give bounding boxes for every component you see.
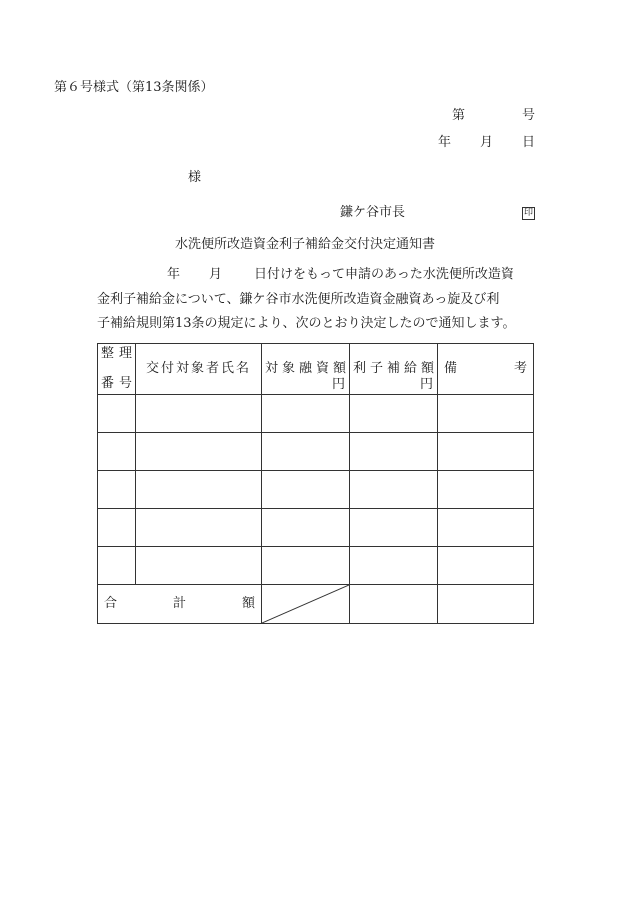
cell-recipient-name[interactable] <box>136 471 262 509</box>
cell-remarks[interactable] <box>438 395 534 433</box>
body-month-label: 月 <box>209 267 223 282</box>
table-row <box>98 547 534 585</box>
header-loan-char: 対 <box>265 361 279 376</box>
header-loan-char: 額 <box>332 361 346 376</box>
cell-subsidy-amount[interactable] <box>350 471 438 509</box>
seal-mark: 印 <box>523 208 533 218</box>
table-row <box>98 433 534 471</box>
total-label-cell <box>98 585 262 624</box>
header-loan-char: 象 <box>281 361 295 376</box>
cell-subsidy-amount[interactable] <box>350 433 438 471</box>
date-month-label: 月 <box>479 135 493 150</box>
cell-loan-amount[interactable] <box>262 395 350 433</box>
header-loan-char: 資 <box>315 361 329 376</box>
header-number-char: 号 <box>118 376 132 391</box>
cell-remarks[interactable] <box>438 547 534 585</box>
total-label-char: 額 <box>241 596 255 611</box>
cell-loan-amount[interactable] <box>262 433 350 471</box>
body-line-3: 子補給規則第13条の規定により、次のとおり決定したので通知します。 <box>97 316 516 331</box>
cell-number[interactable] <box>98 509 136 547</box>
date-day-label: 日 <box>521 135 535 150</box>
cell-loan-amount[interactable] <box>262 509 350 547</box>
cell-loan-amount[interactable] <box>262 471 350 509</box>
total-row <box>98 585 534 624</box>
table-header-row <box>98 344 534 395</box>
total-subsidy-cell[interactable] <box>350 585 438 624</box>
cell-loan-amount[interactable] <box>262 547 350 585</box>
cell-remarks[interactable] <box>438 433 534 471</box>
header-subsidy-char: 補 <box>386 361 400 376</box>
cell-remarks[interactable] <box>438 471 534 509</box>
cell-recipient-name[interactable] <box>136 395 262 433</box>
sender-block <box>340 205 535 221</box>
header-remarks <box>438 344 534 395</box>
document-number-suffix: 号 <box>521 108 535 123</box>
table-row <box>98 395 534 433</box>
header-subsidy-char: 額 <box>420 361 434 376</box>
table-row <box>98 471 534 509</box>
header-subsidy-char: 利 <box>353 361 367 376</box>
total-remarks-cell[interactable] <box>438 585 534 624</box>
header-subsidy-unit: 円 <box>419 377 433 392</box>
body-year-label: 年 <box>167 267 181 282</box>
diagonal-strike <box>262 585 349 623</box>
cell-subsidy-amount[interactable] <box>350 547 438 585</box>
header-number <box>98 344 136 395</box>
total-label-char: 計 <box>172 596 186 611</box>
addressee-honorific: 様 <box>188 170 202 185</box>
document-number <box>452 108 535 124</box>
cell-subsidy-amount[interactable] <box>350 395 438 433</box>
cell-recipient-name[interactable] <box>136 547 262 585</box>
cell-recipient-name[interactable] <box>136 433 262 471</box>
header-remarks-char: 考 <box>513 361 527 376</box>
cell-number[interactable] <box>98 471 136 509</box>
header-subsidy-char: 給 <box>403 361 417 376</box>
cell-recipient-name[interactable] <box>136 509 262 547</box>
header-number-char: 理 <box>118 346 132 361</box>
date-year-label: 年 <box>438 135 452 150</box>
header-loan-unit: 円 <box>331 377 345 392</box>
total-loan-crossed-cell <box>262 585 350 624</box>
cell-remarks[interactable] <box>438 509 534 547</box>
header-subsidy-amount <box>350 344 438 395</box>
cell-number[interactable] <box>98 547 136 585</box>
cell-number[interactable] <box>98 433 136 471</box>
body-line-2: 金利子補給金について、鎌ケ谷市水洗便所改造資金融資あっ旋及び利 <box>97 292 500 307</box>
sender-name: 鎌ケ谷市長 <box>340 205 406 220</box>
header-loan-amount <box>262 344 350 395</box>
table-row <box>98 509 534 547</box>
header-remarks-char: 備 <box>444 361 458 376</box>
header-recipient-name: 交付対象者氏名 <box>136 344 262 395</box>
issue-date <box>438 135 535 151</box>
document-title: 水洗便所改造資金利子補給金交付決定通知書 <box>175 237 436 252</box>
cell-subsidy-amount[interactable] <box>350 509 438 547</box>
form-number: 第６号様式（第13条関係） <box>54 80 214 95</box>
document-number-prefix: 第 <box>452 108 466 123</box>
body-line-1-text: 日付けをもって申請のあった水洗便所改造資 <box>254 267 514 282</box>
header-loan-char: 融 <box>298 361 312 376</box>
header-number-char: 番 <box>101 376 115 391</box>
header-number-char: 整 <box>101 346 115 361</box>
total-label-char: 合 <box>104 596 118 611</box>
subsidy-table <box>97 343 534 624</box>
cell-number[interactable] <box>98 395 136 433</box>
header-subsidy-char: 子 <box>369 361 383 376</box>
